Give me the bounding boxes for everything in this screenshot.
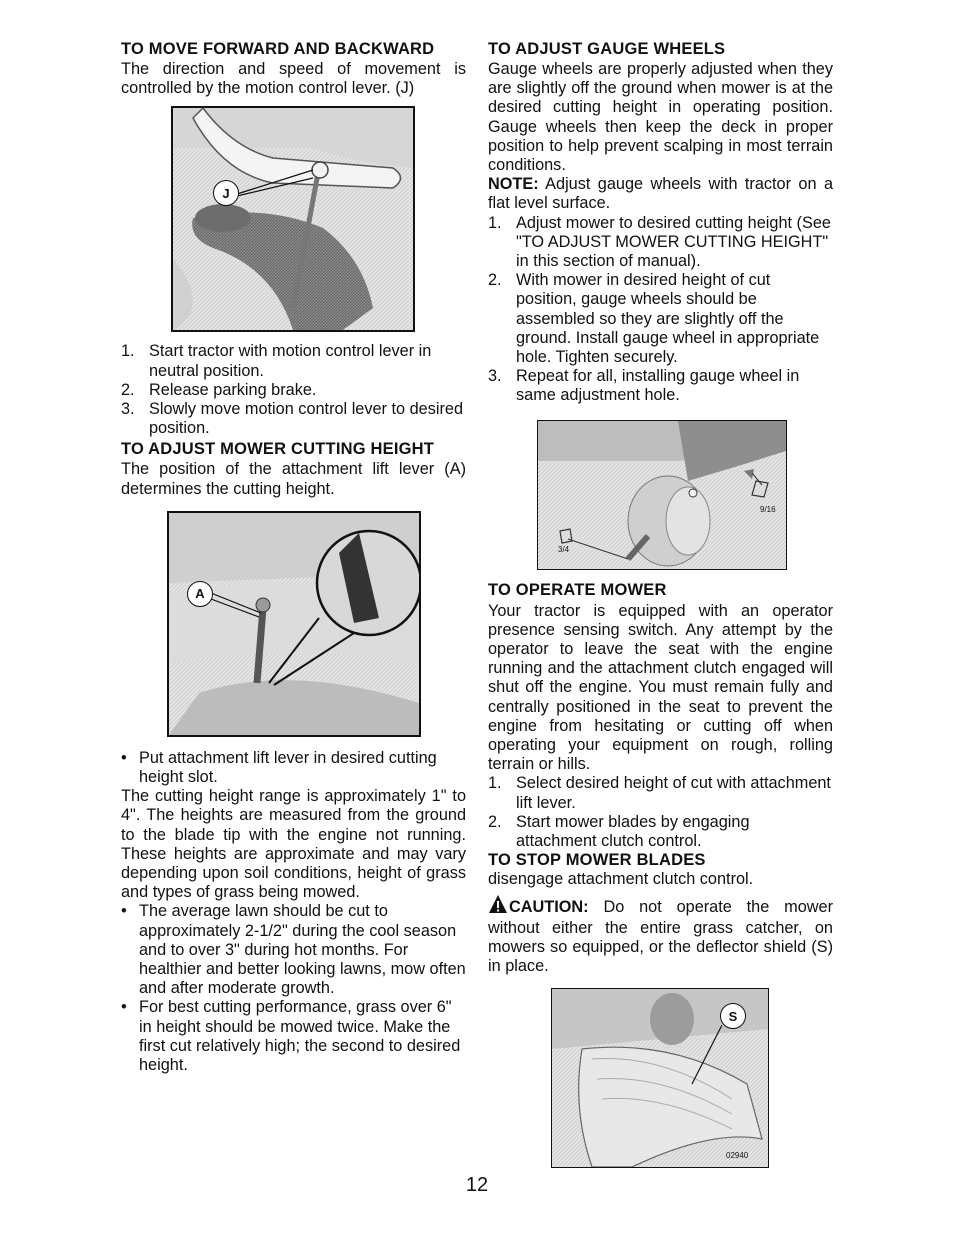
move-intro: The direction and speed of movement is controlled by the motion control lever. (J) — [121, 60, 466, 98]
move-heading: TO MOVE FORWARD AND BACKWARD — [121, 40, 435, 58]
wrench-size-34: 3/4 — [558, 544, 570, 554]
gauge-intro: Gauge wheels are properly adjusted when they are slightly off the ground when mower is at the desired cutting height in operating position. Gauge wheels then keep the deck in proper position to help prevent scalping in most terrain conditions. — [488, 60, 833, 175]
callout-s: S — [720, 1003, 746, 1029]
stop-heading: TO STOP MOWER BLADES — [488, 851, 706, 870]
caution-text: Do not operate the mower without either the entire grass catcher, on mowers so equipped, or the deflector shield (S) in place. — [488, 897, 833, 976]
note-label: NOTE: — [488, 175, 539, 194]
list-item: • Put attachment lift lever in desired cutting height slot. — [121, 748, 437, 787]
list-item: 2. With mower in desired height of cut position, gauge wheels should be assembled so they are slightly off the ground. Install gauge wheel in appropriate hole. Tighten securely. — [488, 271, 820, 367]
callout-a: A — [187, 581, 213, 607]
caution-paragraph — [488, 894, 833, 977]
motion-control-illustration — [173, 108, 413, 330]
left-column — [121, 40, 466, 1075]
lift-lever-figure — [167, 511, 421, 737]
list-item: 1. Adjust mower to desired cutting height (See "TO ADJUST MOWER CUTTING HEIGHT" in this section of manual). — [488, 213, 831, 271]
gauge-note — [488, 175, 833, 213]
deflector-shield-figure — [551, 988, 769, 1168]
gauge-heading: TO ADJUST GAUGE WHEELS — [488, 40, 726, 58]
cutting-bullet-1 — [121, 749, 466, 787]
gauge-steps — [488, 214, 833, 406]
caution-triangle-icon — [488, 894, 508, 919]
move-steps — [121, 342, 466, 438]
page-number: 12 — [465, 1174, 489, 1196]
list-item: • The average lawn should be cut to approximately 2-1/2" during the cool season and to over 3" during hot months. For healthier and better looking lawns, mow often and after moderate growth. — [121, 902, 466, 998]
gauge-wheel-illustration — [538, 421, 786, 569]
list-item: 3. Repeat for all, installing gauge wheel in same adjustment hole. — [488, 367, 800, 405]
note-text: Adjust gauge wheels with tractor on a flat level surface. — [488, 175, 833, 213]
cutting-bullets — [121, 902, 466, 1075]
list-item: • For best cutting performance, grass over 6" in height should be mowed twice. Make the first cut relatively high; the second to desired height. — [121, 998, 461, 1075]
cutting-heading: TO ADJUST MOWER CUTTING HEIGHT — [121, 440, 435, 459]
wrench-size-916: 9/16 — [760, 504, 776, 514]
list-item: 1. Select desired height of cut with attachment lift lever. — [488, 774, 831, 812]
operate-heading: TO OPERATE MOWER — [488, 580, 667, 599]
stop-text: disengage attachment clutch control. — [488, 870, 754, 889]
right-column — [488, 40, 833, 1168]
caution-label: CAUTION: — [509, 897, 589, 916]
motion-control-figure — [171, 106, 415, 332]
gauge-wheel-figure — [537, 420, 787, 570]
list-item: 2. Start mower blades by engaging attachment clutch control. — [488, 812, 750, 851]
cutting-intro: The position of the attachment lift lever (A) determines the cutting height. — [121, 460, 466, 498]
list-item: 2. Release parking brake. — [121, 380, 317, 399]
figure-code: 02940 — [726, 1151, 749, 1161]
list-item: 1. Start tractor with motion control lever in neutral position. — [121, 342, 432, 380]
callout-j: J — [213, 180, 239, 206]
cutting-body: The cutting height range is approximately 1" to 4". The heights are measured from the ground to the blade tip with the engine not running. These heights are approximate and may vary depending upon soil conditions, height of grass and types of grass being mowed. — [121, 787, 466, 902]
operate-intro: Your tractor is equipped with an operator presence sensing switch. Any attempt by the operator to leave the seat with the engine running and the attachment clutch engaged will shut off the engine. You must remain fully and centrally positioned in the seat to prevent the engine from hesitating or cutting off when operating your equipment on rough, rolling terrain or hills. — [488, 601, 833, 774]
operate-steps — [488, 774, 833, 851]
list-item: 3. Slowly move motion control lever to desired position. — [121, 400, 464, 438]
lift-lever-illustration — [169, 513, 419, 735]
